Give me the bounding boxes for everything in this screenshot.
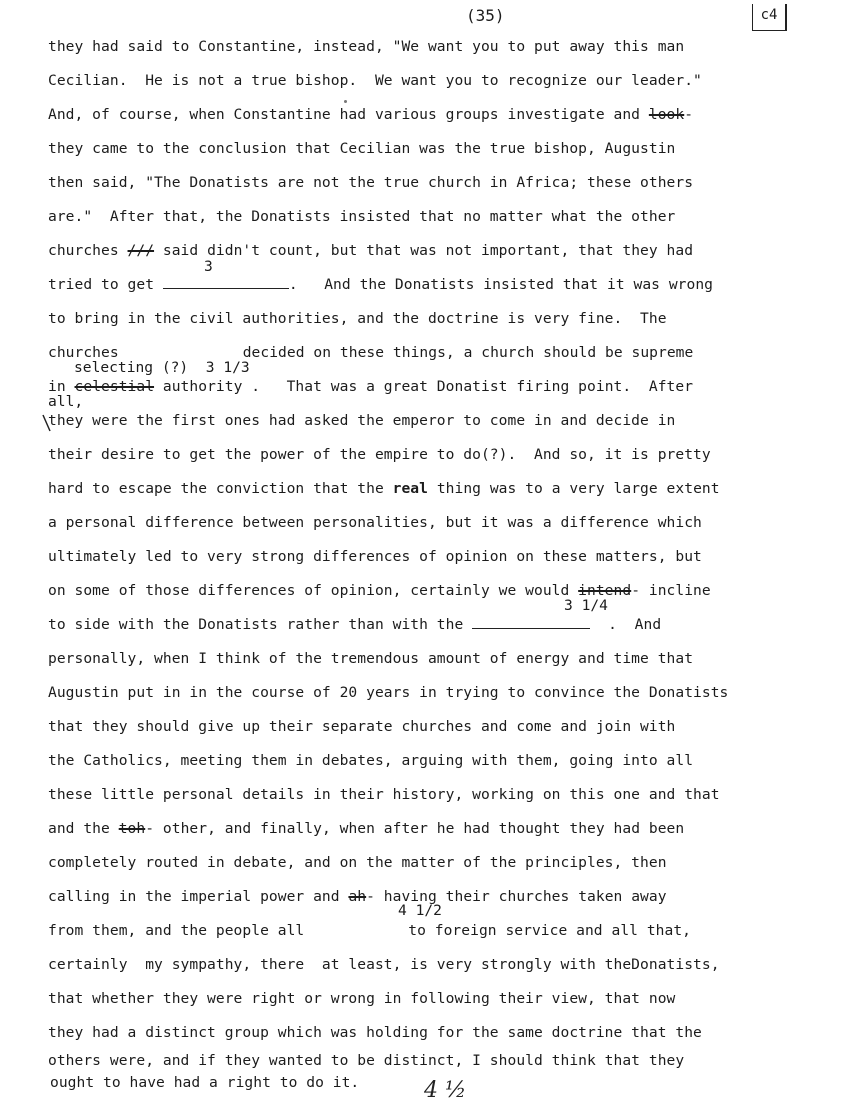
text-line: Cecilian. He is not a true bishop. We want you to recognize our leader." (48, 72, 702, 89)
margin-note: 4 1/2 (398, 902, 442, 919)
interlinear-note: selecting (?) 3 1/3 (74, 359, 250, 376)
text-line: tried to get . And the Donatists insisted that it was wrong (48, 276, 714, 293)
text-line: that whether they were right or wrong in following their view, that now (48, 990, 676, 1007)
text-line: personally, when I think of the tremendous amount of energy and time that (48, 650, 694, 667)
page-code-box: c4 (752, 4, 787, 31)
text-line: hard to escape the conviction that the real thing was to a very large extent (48, 480, 720, 497)
text-line: they had a distinct group which was holding for the same doctrine that the (48, 1024, 702, 1041)
text-line: to bring in the civil authorities, and the doctrine is very fine. The (48, 310, 667, 327)
struck-word: look (648, 106, 685, 123)
struck-word: /// (127, 242, 155, 259)
text-line: completely routed in debate, and on the matter of the principles, then (48, 854, 667, 871)
struck-word: toh (118, 820, 146, 837)
handwritten-mark: 4 ½ (424, 1078, 467, 1103)
text-line: churches decided on these things, a church should be supreme (48, 344, 694, 361)
text-line: ought to have had a right to do it. (50, 1074, 360, 1091)
text-line: churches /// said didn't count, but that was not important, that they had (48, 242, 694, 259)
text-line: calling in the imperial power and ah- having their churches taken away (48, 888, 667, 905)
struck-word: intend (578, 582, 632, 599)
text-line: the Catholics, meeting them in debates, arguing with them, going into all (48, 752, 694, 769)
text-line: And, of course, when Constantine had various groups investigate and look- (48, 106, 694, 123)
text-line: are." After that, the Donatists insisted that no matter what the other (48, 208, 676, 225)
text-line: ultimately led to very strong differences of opinion on these matters, but (48, 548, 702, 565)
paper-speck (344, 100, 347, 103)
margin-note: 3 1/4 (564, 597, 608, 614)
text-line: certainly my sympathy, there at least, is very strongly with theDonatists, (48, 956, 720, 973)
margin-note: all, (48, 393, 84, 410)
text-line: these little personal details in their history, working on this one and that (48, 786, 720, 803)
blank-gap (163, 276, 289, 289)
text-line: their desire to get the power of the empire to do(?). And so, it is pretty (48, 446, 711, 463)
struck-word: celestial (74, 378, 155, 395)
text-line: they were the first ones had asked the emperor to come in and decide in (48, 412, 676, 429)
text-line: others were, and if they wanted to be distinct, I should think that they (48, 1052, 685, 1069)
struck-word: ah (348, 888, 367, 905)
text-line: they had said to Constantine, instead, "We want you to put away this man (48, 38, 685, 55)
text-line: Augustin put in in the course of 20 years in trying to convince the Donatists (48, 684, 729, 701)
text-line: they came to the conclusion that Cecilian was the true bishop, Augustin (48, 140, 676, 157)
text-line: and the toh- other, and finally, when after he had thought they had been (48, 820, 685, 837)
text-line: in celestial authority . That was a great Donatist firing point. After (48, 378, 694, 395)
page-number: (35) (466, 6, 505, 25)
text-line: to side with the Donatists rather than with the . And (48, 616, 662, 633)
text-line: then said, "The Donatists are not the true church in Africa; these others (48, 174, 694, 191)
blank-gap (472, 616, 590, 629)
text-line: from them, and the people all to foreign service and all that, (48, 922, 692, 939)
text-line: a personal difference between personalities, but it was a difference which (48, 514, 702, 531)
text-line: on some of those differences of opinion, certainly we would intend- incline (48, 582, 711, 599)
text-line: that they should give up their separate churches and come and join with (48, 718, 676, 735)
margin-note: 3 (204, 258, 213, 275)
